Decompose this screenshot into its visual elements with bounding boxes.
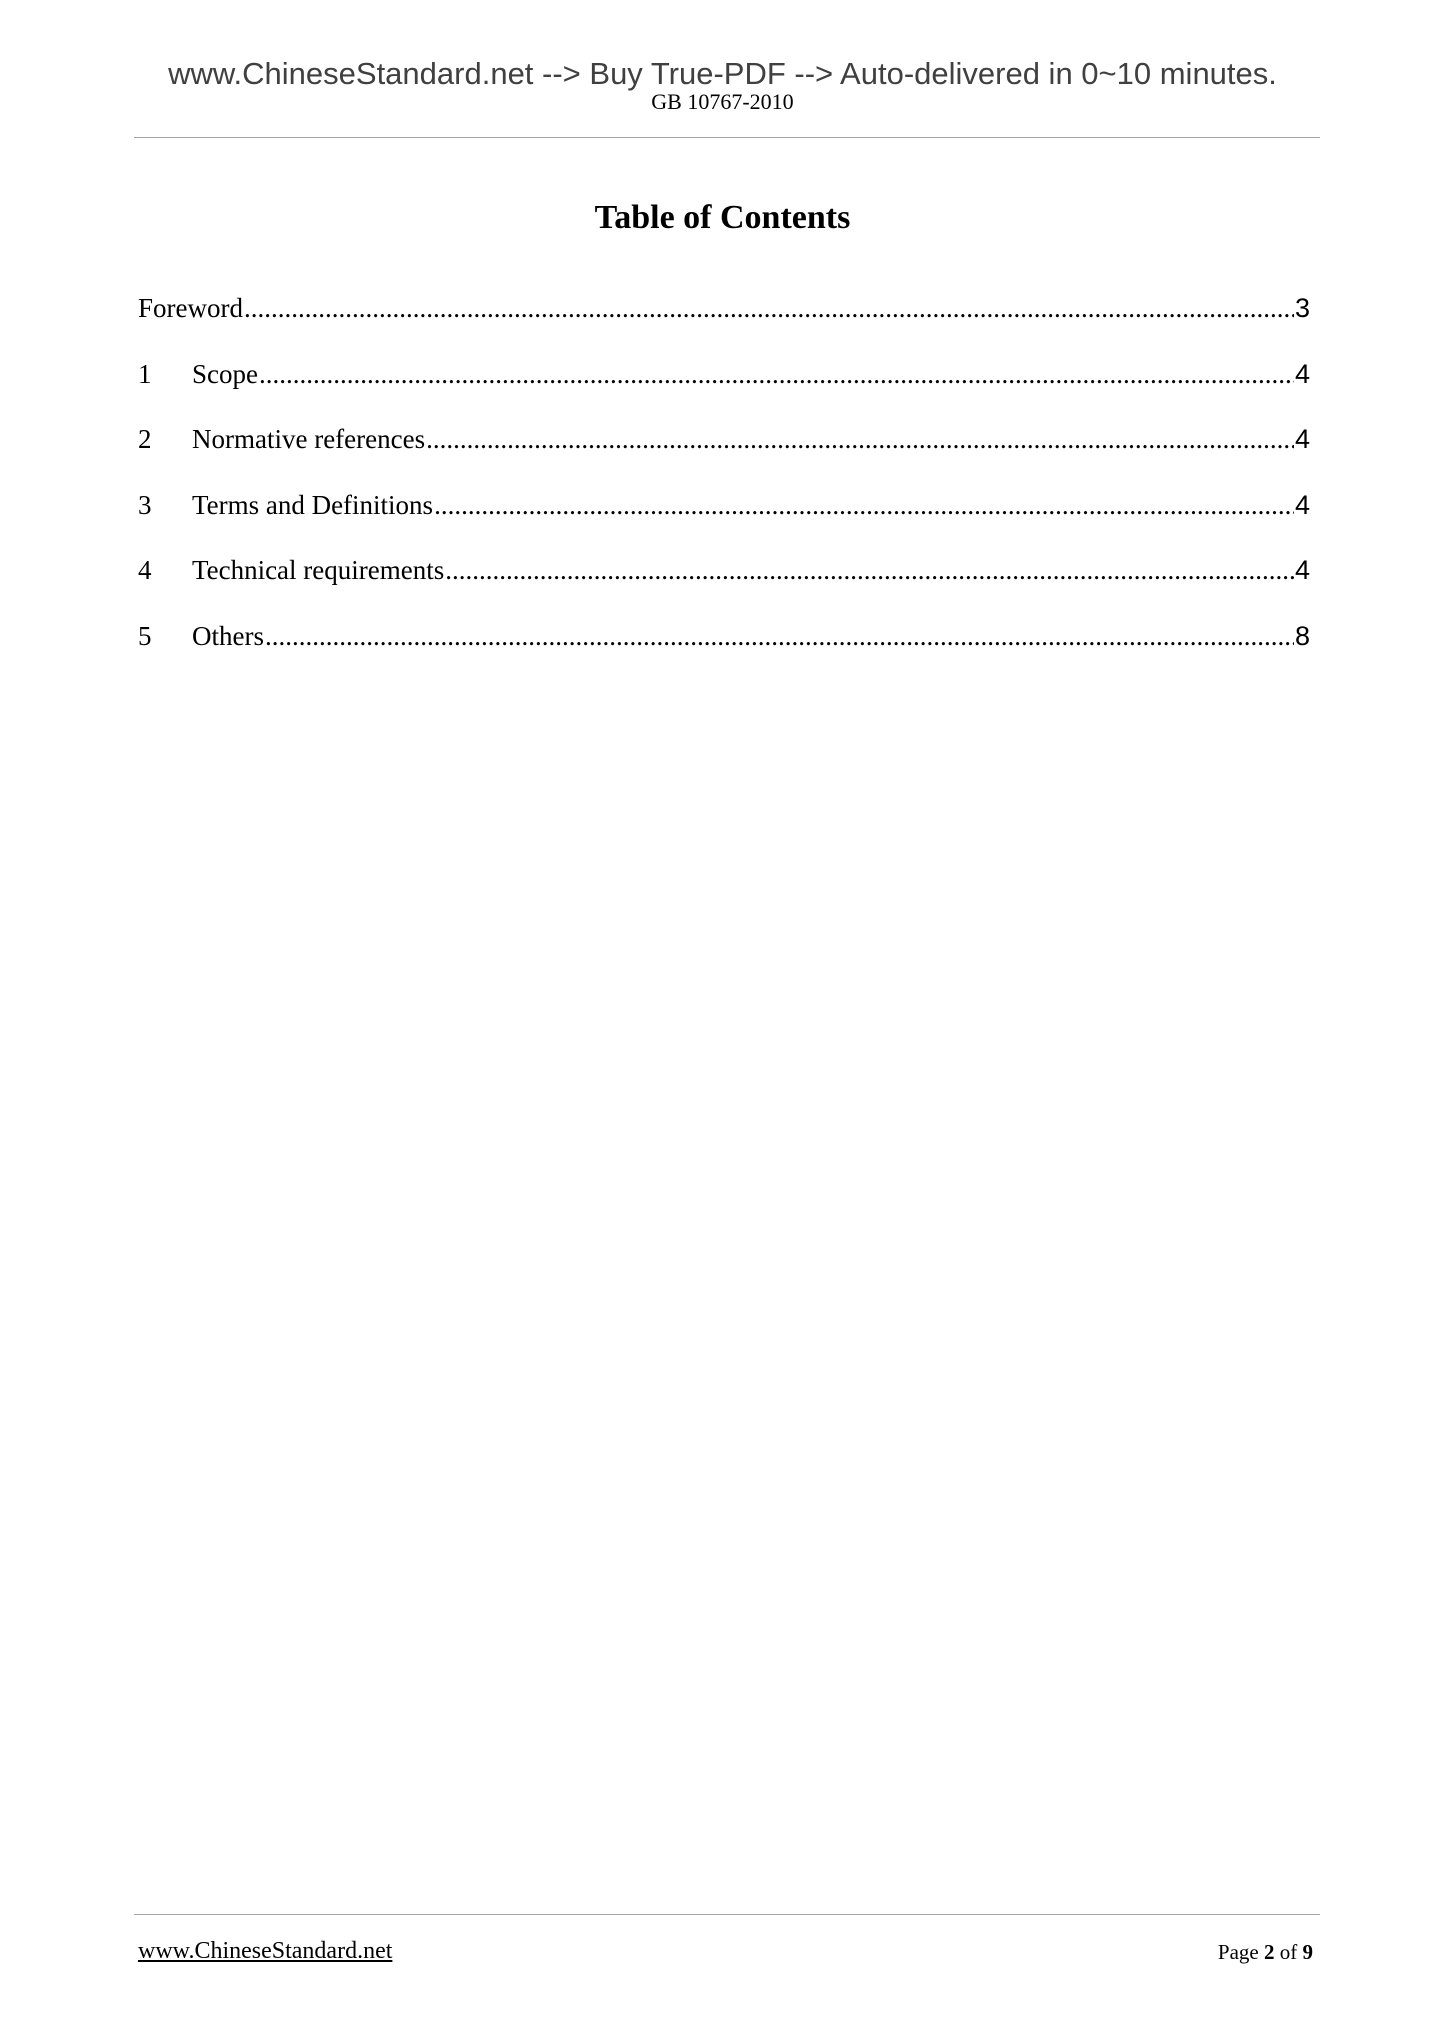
toc-entry-label: Technical requirements bbox=[192, 555, 445, 585]
toc-dot-leader bbox=[445, 546, 1294, 594]
toc-entry-number: 3 bbox=[138, 489, 152, 520]
toc-dot-leader bbox=[244, 284, 1294, 332]
toc-dot-leader bbox=[259, 350, 1294, 398]
standard-code: GB 10767-2010 bbox=[651, 89, 794, 114]
toc-entry-page: 8 bbox=[1294, 620, 1310, 651]
toc-entry-foreword[interactable] bbox=[138, 284, 1310, 350]
footer-divider bbox=[134, 1914, 1320, 1915]
toc-entry-number: 1 bbox=[138, 358, 152, 389]
toc-title: Table of Contents bbox=[594, 199, 851, 236]
footer-site-link[interactable]: www.ChineseStandard.net bbox=[138, 1938, 393, 1964]
toc-entry-normative-references[interactable] bbox=[138, 415, 1310, 481]
toc-dot-leader bbox=[434, 481, 1294, 529]
toc-entry-label: Scope bbox=[192, 358, 258, 389]
page-prefix: Page bbox=[1217, 1940, 1259, 1964]
site-banner: www.ChineseStandard.net --> Buy True-PDF --> Auto-delivered in 0~10 minutes. bbox=[168, 56, 1277, 91]
page-number bbox=[1218, 1938, 1313, 1966]
toc-entry-others[interactable] bbox=[138, 612, 1310, 678]
toc-entry-number: 4 bbox=[138, 555, 152, 585]
toc-entry-label: Foreword bbox=[138, 293, 243, 323]
header-divider bbox=[134, 137, 1320, 138]
toc-entry-technical-requirements[interactable] bbox=[138, 546, 1310, 612]
page-of: of bbox=[1279, 1940, 1298, 1964]
toc-entry-page: 4 bbox=[1294, 555, 1310, 585]
page-current: 2 bbox=[1264, 1940, 1275, 1964]
table-of-contents bbox=[138, 284, 1310, 677]
page-total: 9 bbox=[1302, 1940, 1313, 1964]
toc-entry-label: Others bbox=[192, 620, 264, 651]
toc-entry-number: 2 bbox=[138, 424, 152, 454]
toc-entry-number: 5 bbox=[138, 620, 152, 651]
toc-dot-leader bbox=[426, 415, 1294, 463]
toc-entry-page: 4 bbox=[1294, 358, 1310, 389]
toc-entry-label: Terms and Definitions bbox=[192, 489, 434, 520]
toc-entry-label: Normative references bbox=[192, 424, 426, 454]
toc-dot-leader bbox=[265, 612, 1294, 660]
toc-entry-scope[interactable] bbox=[138, 350, 1310, 416]
toc-entry-page: 4 bbox=[1294, 424, 1310, 454]
toc-entry-page: 3 bbox=[1294, 293, 1310, 323]
toc-entry-page: 4 bbox=[1294, 489, 1310, 520]
toc-entry-terms-and-definitions[interactable] bbox=[138, 481, 1310, 547]
